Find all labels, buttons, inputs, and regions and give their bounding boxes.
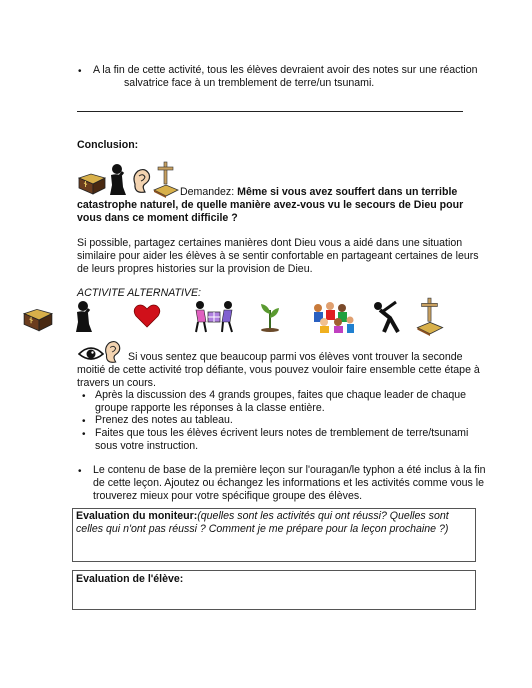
people-with-gift-icon	[192, 300, 236, 334]
lead-line: moitié de cette activité trop défiante, vous pouvez vouloir faire ensemble cette étape à	[77, 364, 480, 376]
question-line: catastrophe naturel, de quelle manière avez-vous vu le secours de Dieu pour	[77, 199, 464, 211]
stretching-person-icon	[370, 298, 406, 334]
step-line: groupe rapporte les réponses à la classe entière.	[95, 402, 325, 414]
bullet: •	[82, 429, 86, 440]
praying-person-icon	[72, 300, 94, 334]
teacher-evaluation-line	[76, 510, 449, 523]
paragraph-line: similaire pour aider les élèves à se sentir confortable en partageant certaines de leurs	[77, 250, 479, 262]
cross-on-bible-icon	[415, 296, 445, 336]
step-line: Faites que tous les élèves écrivent leurs notes de tremblement de terre/tsunami	[95, 427, 469, 439]
cross-on-bible-icon	[152, 160, 180, 198]
bible-icon	[22, 305, 54, 333]
group-of-people-icon	[310, 300, 356, 334]
question-text: Même si vous avez souffert dans un terrible	[237, 186, 458, 198]
ear-icon	[130, 166, 152, 196]
intro-line: salvatrice face à un tremblement de terre/un tsunami.	[124, 77, 375, 89]
alternative-heading: ACTIVITE ALTERNATIVE:	[77, 287, 202, 299]
heart-icon	[133, 303, 161, 329]
eye-icon	[78, 344, 104, 364]
lead-line: Si vous sentez que beaucoup parmi vos élèves vont trouver la seconde	[128, 351, 463, 363]
question-line	[180, 186, 457, 199]
ask-label: Demandez:	[180, 186, 238, 198]
bullet: •	[78, 66, 82, 77]
paragraph-line: Si possible, partagez certaines manières dont Dieu vous a aidé dans une situation	[77, 237, 463, 249]
note-line: trouverez mieux pour votre spécifique groupe des élèves.	[93, 490, 363, 502]
step-line: Prenez des notes au tableau.	[95, 414, 233, 426]
conclusion-heading: Conclusion:	[77, 139, 139, 151]
praying-person-icon	[107, 163, 127, 197]
note-line: de cette leçon. Ajoutez ou échangez les informations et les activités comme vous le	[93, 477, 485, 489]
bullet: •	[78, 466, 82, 477]
step-line: sous votre instruction.	[95, 440, 199, 452]
lead-line: travers un cours.	[77, 377, 156, 389]
plant-sprout-icon	[258, 300, 282, 332]
bullet: •	[82, 416, 86, 427]
ear-icon	[102, 338, 122, 366]
horizontal-rule	[77, 111, 463, 112]
intro-line: A la fin de cette activité, tous les élèves devraient avoir des notes sur une réaction	[93, 64, 478, 76]
teacher-evaluation-label: Evaluation du moniteur:	[76, 510, 198, 522]
teacher-evaluation-text: celles qui n'ont pas réussi ? Comment je me prépare pour la leçon prochaine ?)	[76, 523, 449, 535]
student-evaluation-label: Evaluation de l'élève:	[76, 573, 184, 585]
bullet: •	[82, 391, 86, 402]
paragraph-line: de leurs propres histories sur la provision de Dieu.	[77, 263, 313, 275]
question-line: vous dans ce moment difficile ?	[77, 212, 238, 224]
note-line: Le contenu de base de la première leçon sur l'ouragan/le typhon a été inclus à la fin	[93, 464, 486, 476]
teacher-evaluation-text: (quelles sont les activités qui ont réussi? Quelles sont	[197, 510, 449, 522]
bible-icon	[77, 170, 107, 196]
step-line: Après la discussion des 4 grands groupes, faites que chaque leader de chaque	[95, 389, 467, 401]
